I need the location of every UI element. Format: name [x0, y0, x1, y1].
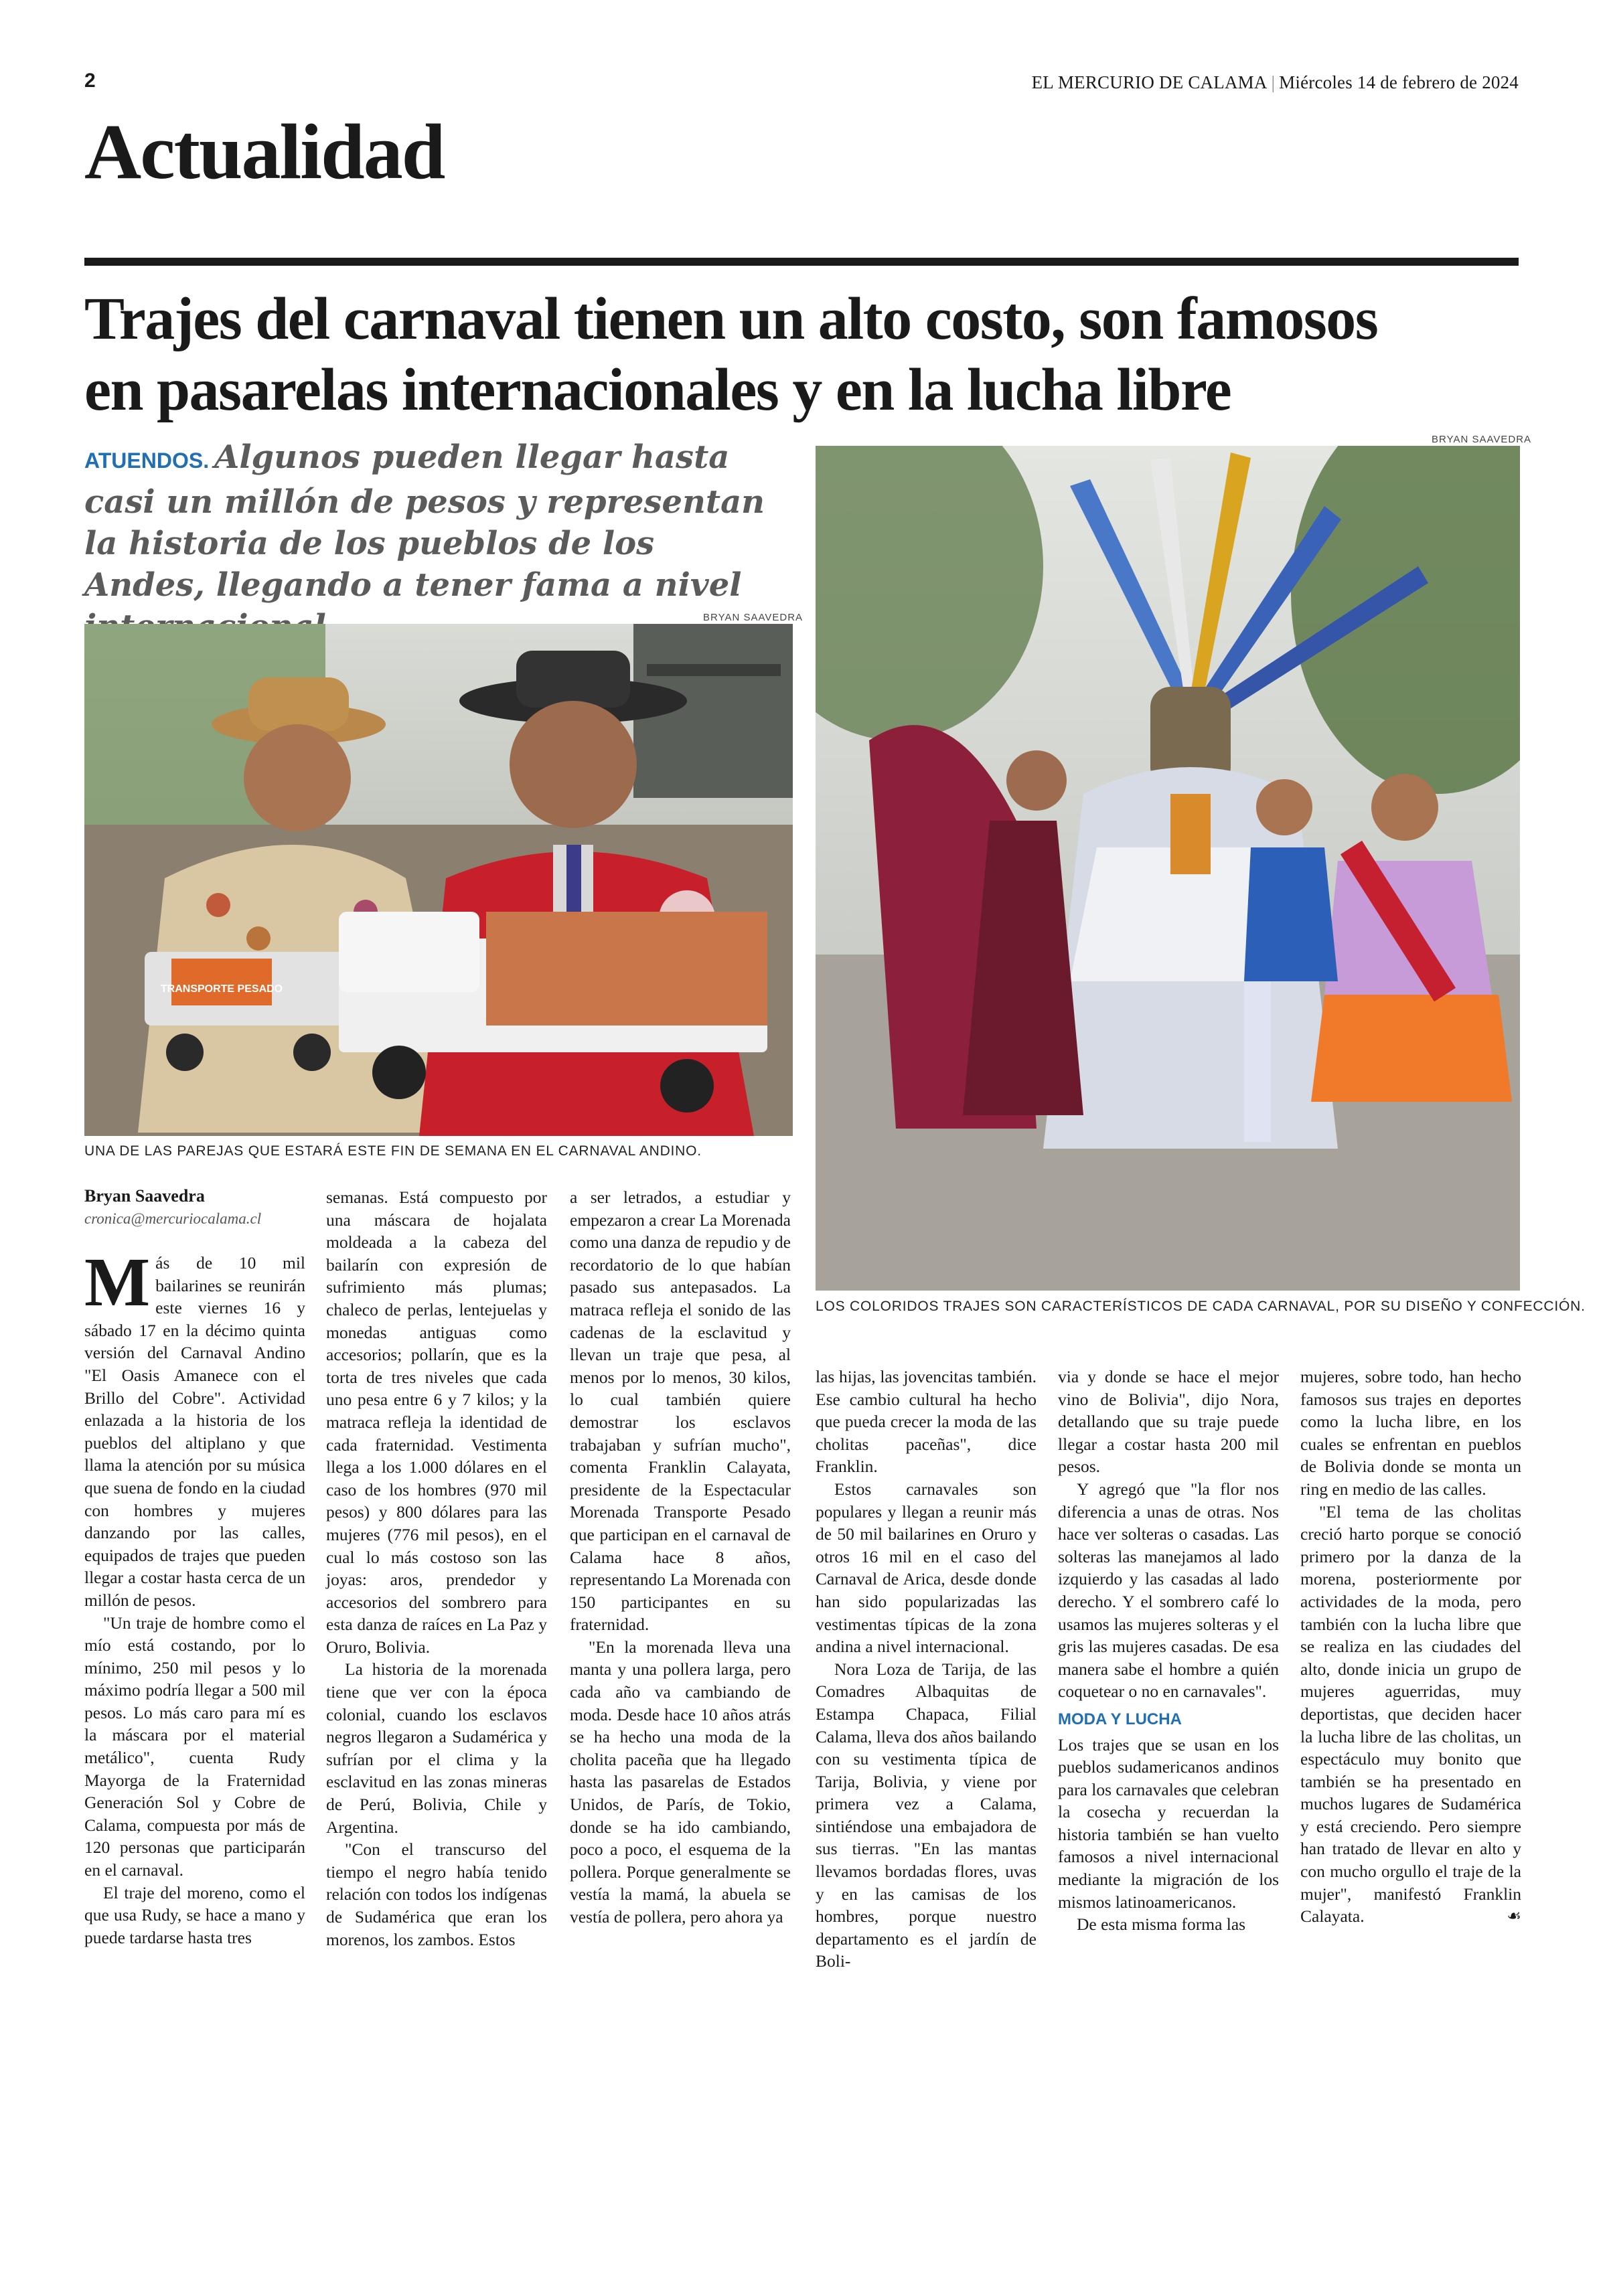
paragraph: Estos carnavales son populares y llegan a reunir más de 50 mil bailarines en Oruro y otros 16 mil en el caso del Carnaval de Arica, desde donde han sido popularizadas las vestimentas típicas de la zona andina a nivel internacional. — [816, 1479, 1037, 1657]
author-email: cronica@mercuriocalama.cl — [84, 1210, 262, 1227]
paragraph: Los trajes que se usan en los pueblos sudamericanos andinos para los carnavales que celebran la cosecha y recuerdan la historia también se han vuelto famosos a nivel internacional mediante la migración de los mismos latinoamericanos. — [1058, 1734, 1279, 1912]
masthead — [1032, 72, 1519, 93]
paragraph: La historia de la morenada tiene que ver con la época colonial, cuando los esclavos negros llegaron a Sudamérica y sufrían por el clima y la esclavitud en las zonas mineras de Perú, Bolivia, Chile y Argentina. — [326, 1659, 547, 1837]
article-column-4 — [816, 1366, 1037, 1973]
section-rule — [84, 258, 1519, 266]
article-column-3 — [570, 1186, 791, 1929]
section-title: Actualidad — [84, 108, 445, 195]
deck-kicker: ATUENDOS. — [84, 448, 210, 473]
page-number: 2 — [84, 70, 96, 92]
article-column-1 — [84, 1244, 305, 1949]
paragraph: semanas. Está compuesto por una máscara de hojalata moldeada a la cabeza del bailarín con expresión de sufrimiento más plumas; chaleco de perlas, lentejuelas y monedas antiguas como accesorios; pollarín, que es la torta de tres niveles que cada uno pesa entre 6 y 7 kilos; y la matraca refleja la identidad de cada fraternidad. Vestimenta llega a los 1.000 dólares en el caso de los hombres (970 mil pesos) y 800 dólares para las mujeres (776 mil pesos), en el cual lo más costoso son las joyas: aros, prendedor y accesorios del sombrero para esta danza de raíces en La Paz y Oruro, Bolivia. — [326, 1187, 547, 1657]
byline: Bryan Saavedra — [84, 1186, 205, 1206]
left-photo — [84, 624, 793, 1136]
right-photo — [816, 446, 1520, 1291]
right-photo-caption: LOS COLORIDOS TRAJES SON CARACTERÍSTICOS DE CADA CARNAVAL, POR SU DISEÑO Y CONFECCIÓN. — [816, 1299, 1586, 1314]
paragraph: Y agregó que "la flor nos diferencia a unas de otras. Nos hace ver solteras o casadas. Las solteras las manejamos al lado izquierdo y las casadas al lado derecho. Y el sombrero café lo usamos las mujeres solteras y el gris las mujeres casadas. De esa manera sabe el hombre a quién coquetear o no en carnavales". — [1058, 1479, 1279, 1702]
right-photo-credit: BRYAN SAAVEDRA — [1432, 434, 1532, 445]
truck-sign-text: TRANSPORTE PESADO — [160, 983, 283, 995]
paragraph: "Con el transcurso del tiempo el negro había tenido relación con todos los indígenas de Sudamérica que eran los morenos, los zambos. Estos — [326, 1839, 547, 1949]
paragraph: a ser letrados, a estudiar y empezaron a crear La Morenada como una danza de repudio y de recordatorio de lo que habían pasado sus antepasados. La matraca refleja el sonido de las cadenas de la esclavitud y llevan un traje que pesa, al menos por lo menos, 30 kilos, lo cual también quiere demostrar los esclavos trabajaban y sufrían mucho", comenta Franklin Calayata, presidente de la Espectacular Morenada Transporte Pesado que participan en el carnaval de Calama hace 8 años, representando La Morenada con 150 participantes en su fraternidad. — [570, 1187, 791, 1635]
paragraph: las hijas, las jovencitas también. Ese cambio cultural ha hecho que pueda crecer la moda de las cholitas paceñas", dice Franklin. — [816, 1367, 1037, 1477]
couple-with-truck-illustration — [84, 624, 793, 1136]
article-column-5 — [1058, 1366, 1279, 1936]
paragraph: "El tema de las cholitas creció harto porque se conoció primero por la danza de la morena, posteriormente por actividades de la moda, pero también con la lucha libre que se realiza en las ciudades del alto, donde inicia un grupo de mujeres aguerridas, muy deportistas, que deciden hacer la lucha libre de las cholitas, un espectáculo muy bonito que también se ha presentado en muchos lugares de Sudamérica y está creciendo. Pero siempre han tratado de llevar en alto y con mucho orgullo el traje de la mujer", manifestó Franklin Calayata. ☙ — [1300, 1501, 1521, 1928]
paragraph: Más de 10 mil bailarines se reunirán este viernes 16 y sábado 17 en la décimo quinta versión del Carnaval Andino "El Oasis Amanece con el Brillo del Cobre". Actividad enlazada a la historia de los pueblos del altiplano y que llama la atención por su música que suena de fondo en la ciudad con hombres y mujeres danzando por las calles, equipados de trajes que pueden llegar a costar hasta cerca de un millón de pesos. — [84, 1244, 305, 1610]
left-photo-caption: UNA DE LAS PAREJAS QUE ESTARÁ ESTE FIN DE SEMANA EN EL CARNAVAL ANDINO. — [84, 1143, 702, 1159]
paragraph: "En la morenada lleva una manta y una pollera larga, pero cada año va cambiando de moda. Desde hace 10 años atrás se ha hecho una moda de la cholita paceña que ha llegado hasta las pasarelas de Estados Unidos, de París, de Tokio, donde se ha ido cambiando, poco a poco, el esquema de la pollera. Porque generalmente se vestía la mamá, la abuela se vestía de pollera, pero ahora ya — [570, 1637, 791, 1926]
carnival-dancers-illustration — [816, 446, 1520, 1291]
masthead-separator: | — [1271, 72, 1276, 92]
paragraph: El traje del moreno, como el que usa Rudy, se hace a mano y puede tardarse hasta tres — [84, 1882, 305, 1947]
paragraph: via y donde se hace el mejor vino de Bolivia", dijo Nora, detallando que su traje puede llegar a costar hasta 200 mil pesos. — [1058, 1367, 1279, 1477]
drop-cap: M — [84, 1244, 151, 1321]
headline-line-1: Trajes del carnaval tienen un alto costo, son famosos — [84, 286, 1378, 352]
article-headline — [84, 284, 1524, 426]
paragraph: "Un traje de hombre como el mío está costando, por lo mínimo, 250 mil pesos y lo máximo podría llegar a 500 mil pesos. Lo más caro para mí es la máscara por el material metálico", cuenta Rudy Mayorga de la Fraternidad Generación Sol y Cobre de Calama, compuesta por más de 120 personas que participarán en el carnaval. — [84, 1613, 305, 1880]
subhead-moda-y-lucha: MODA Y LUCHA — [1058, 1710, 1182, 1728]
article-column-2 — [326, 1186, 547, 1951]
deck-text: Algunos pueden llegar hasta casi un millón de pesos y representan la historia de los pueblos de los Andes, llegando a tener fama a nivel — [84, 438, 765, 604]
headline-line-2: en pasarelas internacionales y en la lucha libre — [84, 357, 1231, 423]
paragraph: mujeres, sobre todo, han hecho famosos sus trajes en deportes como la lucha libre, en los cuales se enfrentan en pueblos de Bolivia donde se monta un ring en medio de las calles. — [1300, 1367, 1521, 1499]
article-deck — [84, 436, 781, 647]
left-photo-credit: BRYAN SAAVEDRA — [703, 612, 804, 623]
issue-date: Miércoles 14 de febrero de 2024 — [1279, 72, 1519, 92]
end-of-article-icon: ☙ — [1507, 1906, 1521, 1926]
paragraph: Nora Loza de Tarija, de las Comadres Albaquitas de Estampa Chapaca, Filial Calama, lleva dos años bailando con su vestimenta típica de Tarija, Bolivia, y viene por primera vez a Calama, sintiéndose una embajadora de sus tierras. "En las mantas llevamos bordadas flores, uvas y en las camisas de los hombres, porque nuestro departamento es el jardín de Boli- — [816, 1659, 1037, 1971]
article-column-6 — [1300, 1366, 1521, 1928]
paragraph: De esta misma forma las — [1077, 1914, 1246, 1935]
masthead-title: EL MERCURIO DE CALAMA — [1031, 72, 1268, 92]
